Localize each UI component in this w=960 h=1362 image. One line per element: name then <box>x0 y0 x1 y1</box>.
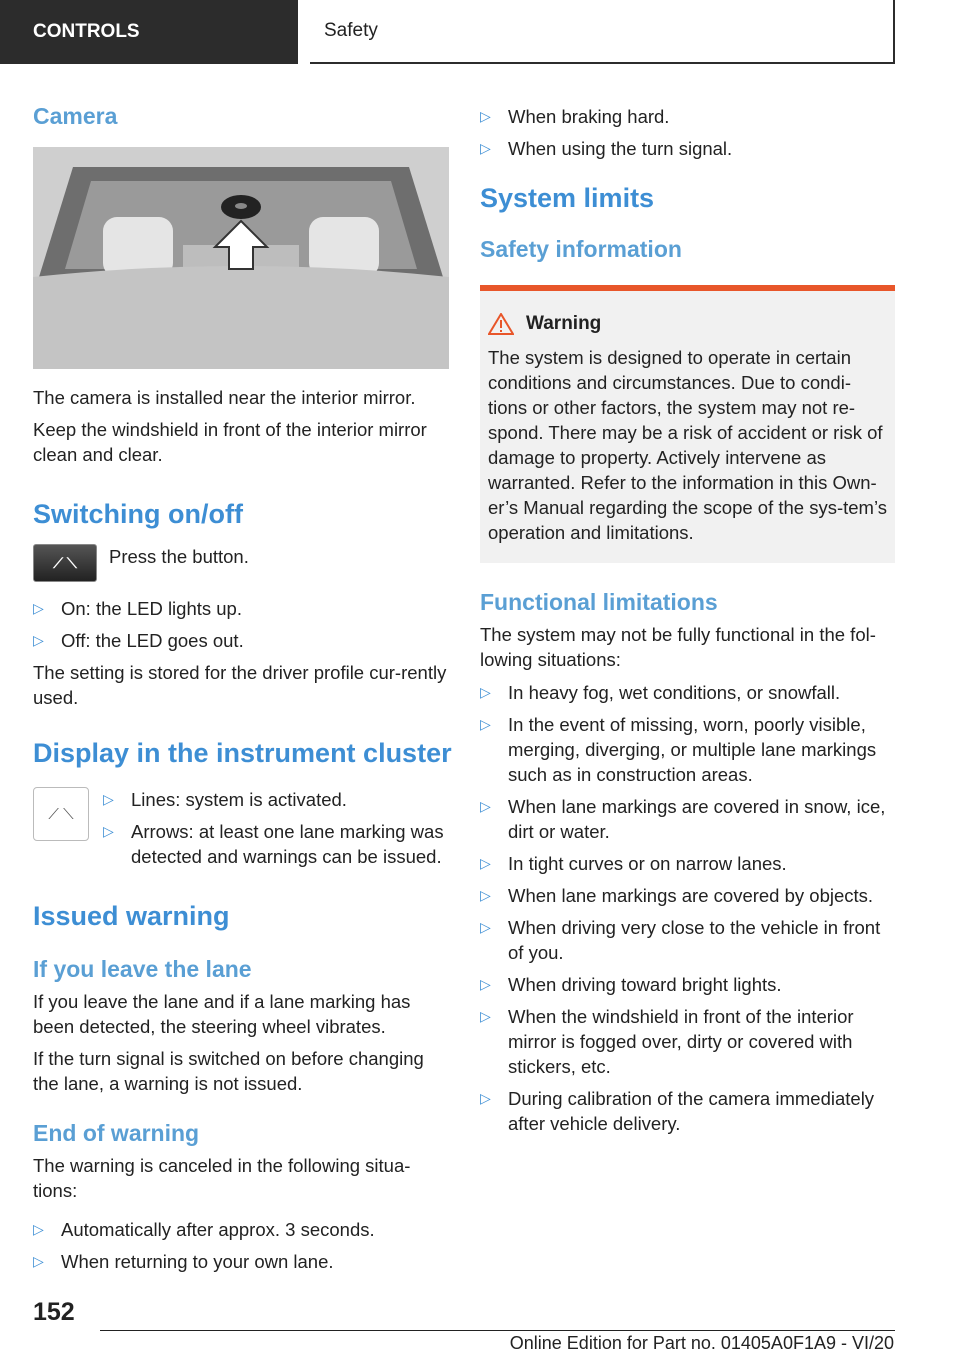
triangle-bullet-icon: ▷ <box>103 791 114 807</box>
list-item-text: Arrows: at least one lane marking was detected and warnings can be issued. <box>131 821 444 867</box>
triangle-bullet-icon: ▷ <box>33 600 44 616</box>
camera-paragraph-2: Keep the windshield in front of the interior mirror clean and clear. <box>33 419 427 465</box>
list-item-text: Automatically after approx. 3 seconds. <box>61 1219 375 1240</box>
triangle-bullet-icon: ▷ <box>33 1253 44 1269</box>
end-of-warning-heading: End of warning <box>33 1120 200 1146</box>
list-item <box>480 972 895 997</box>
instrument-cluster-lines-icon: ⟋ ⟍ <box>33 787 89 841</box>
list-item <box>33 1217 449 1242</box>
triangle-bullet-icon: ▷ <box>33 632 44 648</box>
display-bullet-list <box>103 787 449 869</box>
camera-paragraph-1: The camera is installed near the interior mirror. <box>33 387 416 408</box>
leave-lane-heading: If you leave the lane <box>33 956 252 982</box>
list-item-text: When lane markings are covered in snow, ice, dirt or water. <box>508 796 886 842</box>
list-item <box>480 136 895 161</box>
functional-limitations-heading: Functional limitations <box>480 589 718 615</box>
triangle-bullet-icon: ▷ <box>480 140 491 156</box>
press-button-text: Press the button. <box>109 546 249 567</box>
list-item-text: In heavy fog, wet conditions, or snowfall. <box>508 682 841 703</box>
leave-lane-paragraph-1: If you leave the lane and if a lane marking has been detected, the steering wheel vibrates. <box>33 991 411 1037</box>
list-item-text: In the event of missing, worn, poorly visible, merging, diverging, or multiple lane markings such as in construction areas. <box>508 714 877 785</box>
footer-rule <box>100 1330 895 1331</box>
triangle-bullet-icon: ▷ <box>480 1008 491 1024</box>
button-row <box>33 544 449 582</box>
list-item <box>103 787 449 812</box>
triangle-bullet-icon: ▷ <box>103 823 114 839</box>
list-item-text: When driving very close to the vehicle in front of you. <box>508 917 881 963</box>
functional-limitations-paragraph: The system may not be fully functional in the fol-lowing situations: <box>480 624 876 670</box>
list-item-text: In tight curves or on narrow lanes. <box>508 853 787 874</box>
display-row <box>33 787 449 869</box>
list-item-text: Off: the LED goes out. <box>61 630 244 651</box>
page-number: 152 <box>33 1298 75 1326</box>
top-bullet-list <box>480 104 895 161</box>
right-column <box>480 100 895 1136</box>
warning-text: The system is designed to operate in certain conditions and circumstances. Due to condi-tions or other factors, the system may not re-spond. There may be a risk of accident or risk of damage to property. Actively intervene as warranted. Refer to the information in this Own-er’s Manual regarding the scope of the sys-tem’s operation and limitations. <box>488 347 887 543</box>
functional-bullet-list <box>480 680 895 1136</box>
triangle-bullet-icon: ▷ <box>33 1221 44 1237</box>
safety-information-heading: Safety information <box>480 236 682 262</box>
header-section-tab: CONTROLS <box>0 0 298 64</box>
list-item-text: When using the turn signal. <box>508 138 733 159</box>
list-item <box>480 883 895 908</box>
triangle-bullet-icon: ▷ <box>480 855 491 871</box>
triangle-bullet-icon: ▷ <box>480 976 491 992</box>
list-item-text: When braking hard. <box>508 106 670 127</box>
triangle-bullet-icon: ▷ <box>480 919 491 935</box>
list-item <box>33 1249 449 1274</box>
end-bullet-list <box>33 1217 449 1274</box>
list-item-text: When the windshield in front of the interior mirror is fogged over, dirty or covered with stickers, etc. <box>508 1006 854 1077</box>
setting-stored-paragraph: The setting is stored for the driver profile cur-rently used. <box>33 662 447 708</box>
list-item-text: When driving toward bright lights. <box>508 974 782 995</box>
display-heading: Display in the instrument cluster <box>33 738 452 768</box>
list-item-text: During calibration of the camera immediately after vehicle delivery. <box>508 1088 875 1134</box>
list-item <box>33 628 449 653</box>
left-column <box>33 100 452 1274</box>
list-item <box>480 851 895 876</box>
switch-bullet-list <box>33 596 449 653</box>
triangle-bullet-icon: ▷ <box>480 887 491 903</box>
triangle-bullet-icon: ▷ <box>480 716 491 732</box>
leave-lane-paragraph-2: If the turn signal is switched on before changing the lane, a warning is not issued. <box>33 1048 424 1094</box>
warning-title <box>488 313 887 335</box>
list-item <box>480 680 895 705</box>
list-item <box>33 596 449 621</box>
list-item-text: Lines: system is activated. <box>131 789 347 810</box>
lane-departure-button-icon: ⟋ ⟍ <box>33 544 97 582</box>
list-item <box>480 1086 895 1136</box>
end-of-warning-paragraph: The warning is canceled in the following situa-tions: <box>33 1155 411 1201</box>
list-item <box>480 915 895 965</box>
list-item-text: On: the LED lights up. <box>61 598 242 619</box>
warning-label: Warning <box>526 313 602 334</box>
triangle-bullet-icon: ▷ <box>480 108 491 124</box>
switching-heading: Switching on/off <box>33 499 243 529</box>
list-item <box>103 819 449 869</box>
triangle-bullet-icon: ▷ <box>480 798 491 814</box>
triangle-bullet-icon: ▷ <box>480 684 491 700</box>
list-item-text: When returning to your own lane. <box>61 1251 334 1272</box>
list-item-text: When lane markings are covered by objects. <box>508 885 874 906</box>
warning-box <box>480 285 895 563</box>
list-item <box>480 712 895 787</box>
list-item <box>480 794 895 844</box>
system-limits-heading: System limits <box>480 183 655 213</box>
list-item <box>480 1004 895 1079</box>
camera-photo-svg <box>33 147 449 369</box>
camera-heading: Camera <box>33 103 118 129</box>
triangle-bullet-icon: ▷ <box>480 1090 491 1106</box>
list-item <box>480 104 895 129</box>
issued-warning-heading: Issued warning <box>33 901 230 931</box>
header-chapter-tab: Safety <box>310 0 895 64</box>
warning-triangle-icon <box>488 313 514 335</box>
footer-edition: Online Edition for Part no. 01405A0F1A9 - VI/20 <box>509 1333 894 1353</box>
camera-photo <box>33 147 449 369</box>
